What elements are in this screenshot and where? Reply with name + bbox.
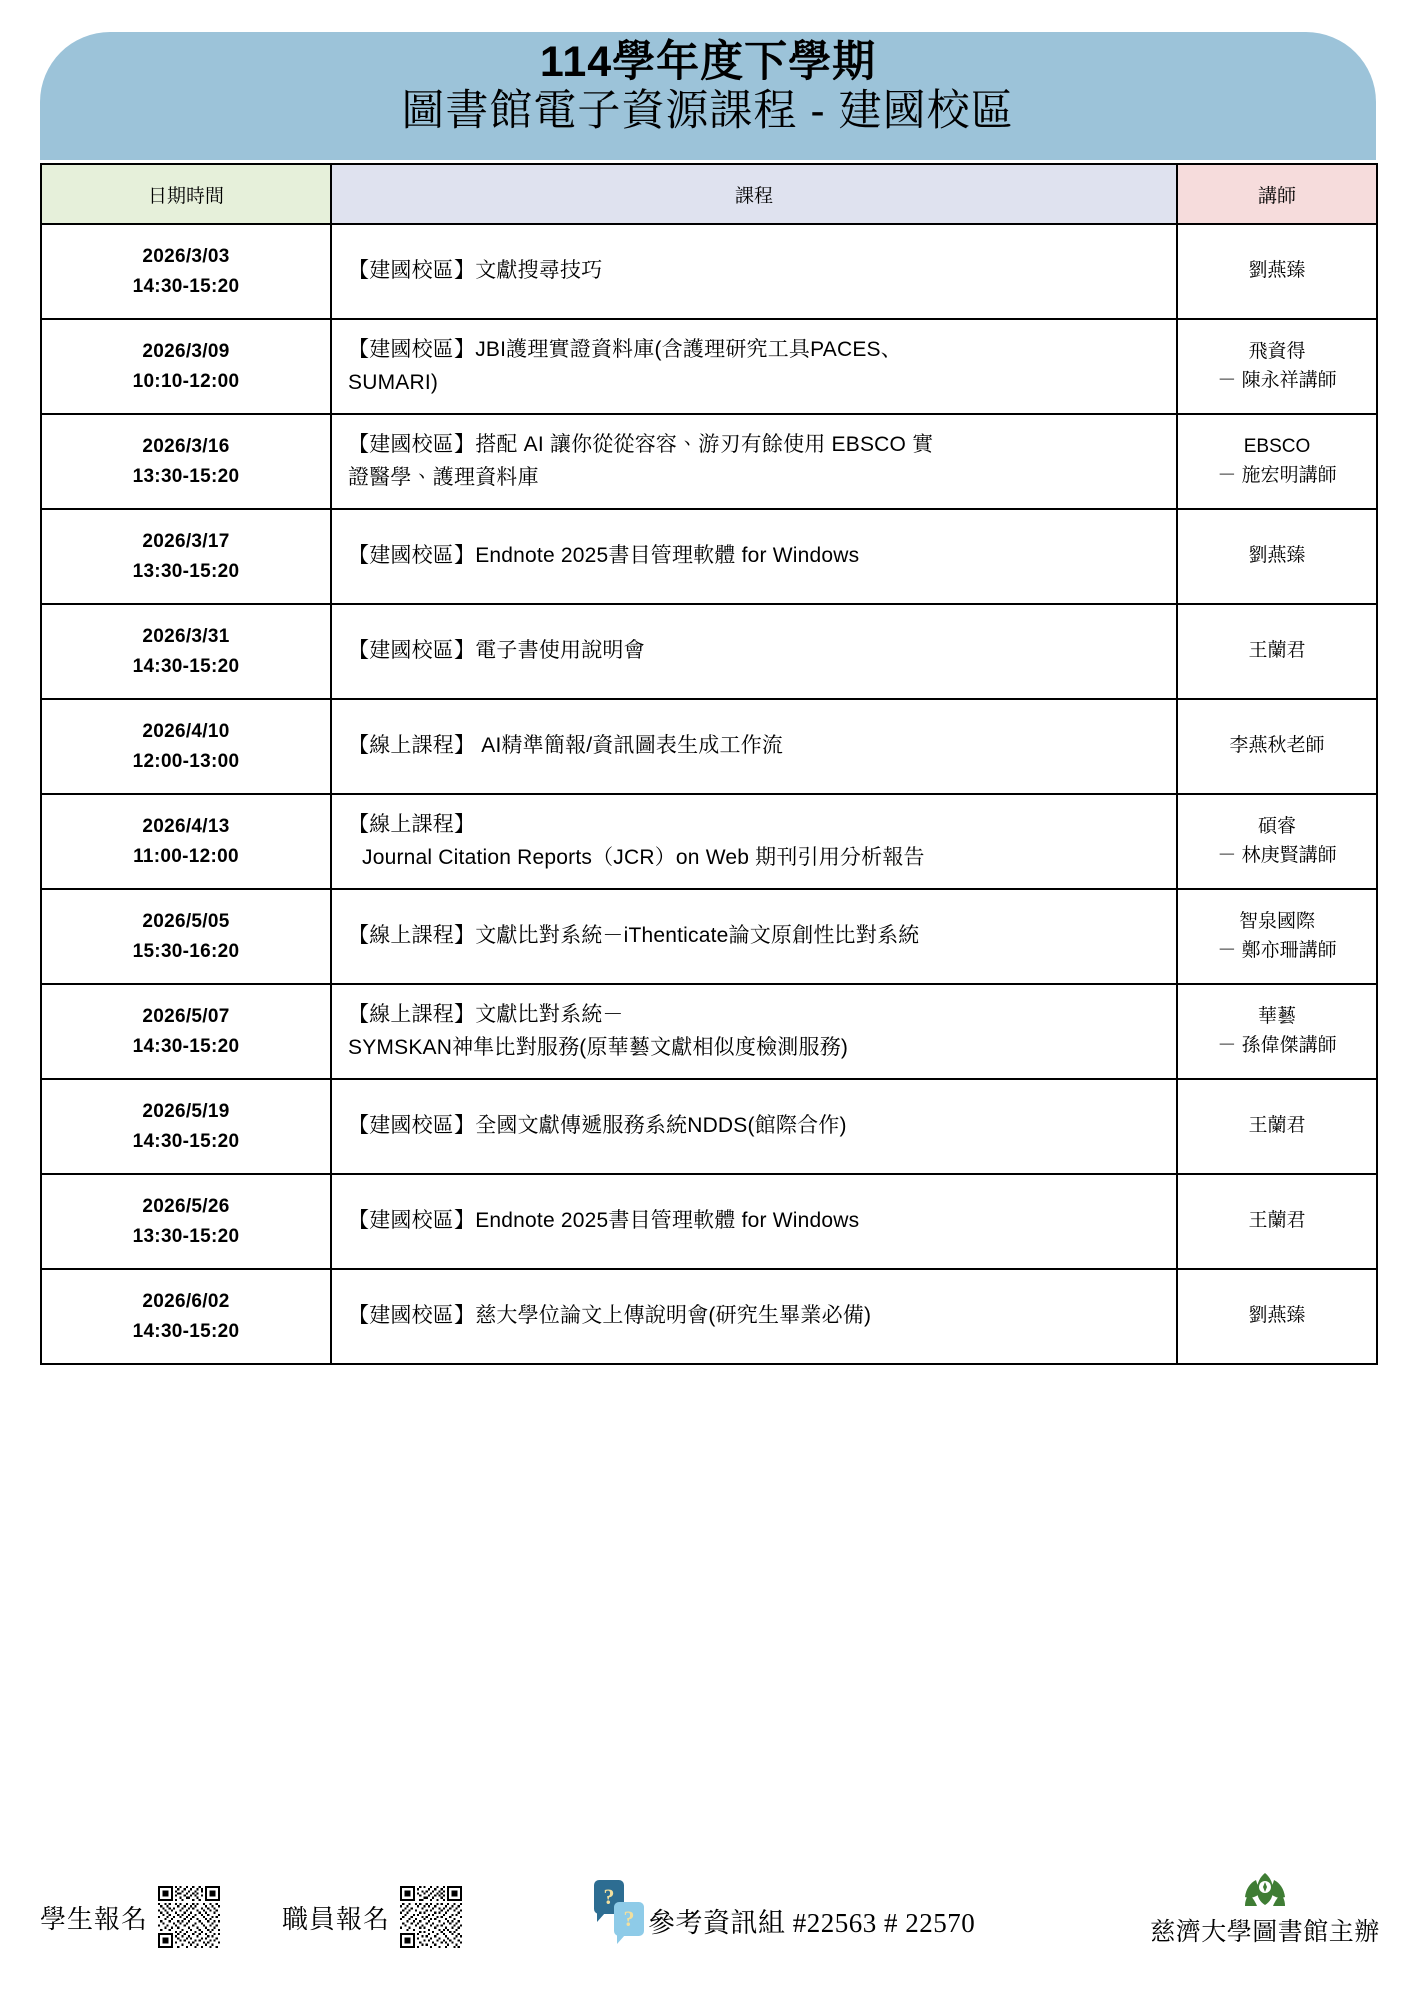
cell-course-title [331,414,1177,509]
course-date: 2026/5/19 [142,1101,230,1123]
reference-info-text: 參考資訊組 #22563 # 22570 [648,1908,976,1938]
course-date: 2026/5/26 [142,1196,230,1218]
column-header-instructor: 講師 [1177,164,1377,224]
organizer-group [1140,1870,1390,1948]
course-title-line-1: 【建國校區】Endnote 2025書目管理軟體 for Windows [348,544,860,568]
instructor-line-1: 華藝 [1257,1006,1296,1027]
table-row [41,794,1377,889]
course-title-line-1: 【線上課程】文獻比對系統－ [348,1002,624,1026]
table-row [41,509,1377,604]
student-qr-code-icon[interactable] [158,1886,220,1948]
cell-instructor [1177,889,1377,984]
cell-course-title [331,509,1177,604]
course-time: 13:30-15:20 [132,1225,240,1247]
staff-registration-label: 職員報名 [282,1903,391,1934]
instructor-line-2: － 施宏明講師 [1217,464,1337,486]
table-row [41,1174,1377,1269]
course-title-line-1: 【建國校區】Endnote 2025書目管理軟體 for Windows [348,1209,860,1233]
course-time: 11:00-12:00 [133,845,239,867]
course-title-line-2: 證醫學、護理資料庫 [348,465,539,489]
course-title-line-1: 【線上課程】 AI精準簡報/資訊圖表生成工作流 [348,734,784,758]
course-date: 2026/6/02 [142,1291,230,1313]
table-row [41,889,1377,984]
instructor-line-1: EBSCO [1243,436,1311,457]
instructor-line-2: － 林庚賢講師 [1217,844,1337,866]
course-date: 2026/5/05 [142,911,230,933]
reference-info-group [592,1880,975,1942]
course-title-line-2: SYMSKAN神隼比對服務(原華藝文獻相似度檢測服務) [348,1035,849,1059]
instructor-line-1: 飛資得 [1248,341,1306,362]
course-time: 10:10-12:00 [132,370,240,392]
course-time: 12:00-13:00 [132,750,240,772]
table-row [41,224,1377,319]
cell-course-title [331,889,1177,984]
question-speech-bubbles-icon [592,1880,654,1942]
cell-instructor [1177,1174,1377,1269]
cell-instructor [1177,319,1377,414]
cell-course-title [331,224,1177,319]
course-title-line-1: 【建國校區】文獻搜尋技巧 [348,259,603,283]
course-date: 2026/3/17 [142,531,230,553]
course-date: 2026/3/31 [142,626,230,648]
instructor-line-2: － 孫偉傑講師 [1217,1034,1337,1056]
cell-course-title [331,319,1177,414]
course-schedule-table [40,163,1378,1365]
banner-title-line-2: 圖書館電子資源課程 - 建國校區 [401,87,1015,136]
cell-date-time [41,1174,331,1269]
table-row [41,984,1377,1079]
instructor-line-1: 碩睿 [1257,816,1296,837]
cell-instructor [1177,699,1377,794]
course-title-line-1: 【建國校區】JBI護理實證資料庫(含護理研究工具PACES、 [348,337,902,361]
question-bubble-dark: ? [594,1880,624,1914]
table-row [41,1079,1377,1174]
instructor-line-1: 智泉國際 [1238,911,1315,932]
course-date: 2026/4/13 [142,816,230,838]
banner-title-line-1: 114學年度下學期 [539,38,877,86]
course-title-line-1: 【線上課程】 [348,812,476,836]
instructor-line-1: 王蘭君 [1248,1115,1306,1137]
instructor-line-1: 劉燕臻 [1248,260,1306,282]
instructor-line-1: 王蘭君 [1248,640,1306,662]
course-time: 14:30-15:20 [132,275,240,297]
instructor-line-1: 王蘭君 [1248,1210,1306,1232]
column-header-course: 課程 [331,164,1177,224]
page-footer [0,1848,1414,1998]
staff-qr-code-icon[interactable] [400,1886,462,1948]
student-registration-group[interactable] [40,1886,220,1948]
course-date: 2026/5/07 [142,1006,230,1028]
course-title-line-1: 【建國校區】搭配 AI 讓你從從容容、游刃有餘使用 EBSCO 實 [348,432,934,456]
course-date: 2026/3/16 [142,436,230,458]
course-time: 14:30-15:20 [132,655,240,677]
cell-date-time [41,889,331,984]
instructor-line-1: 劉燕臻 [1248,545,1306,567]
course-time: 14:30-15:20 [132,1035,240,1057]
student-registration-label: 學生報名 [40,1903,149,1934]
cell-course-title [331,1269,1177,1364]
course-title-line-1: 【建國校區】電子書使用說明會 [348,639,645,663]
course-time: 14:30-15:20 [132,1130,240,1152]
course-title-line-1: 【線上課程】文獻比對系統－iThenticate論文原創性比對系統 [348,924,920,948]
cell-course-title [331,984,1177,1079]
course-title-line-2: Journal Citation Reports（JCR）on Web 期刊引用分析報告 [362,845,925,869]
course-time: 15:30-16:20 [132,940,240,962]
cell-date-time [41,1079,331,1174]
instructor-line-1: 劉燕臻 [1248,1305,1306,1327]
organizer-text: 慈濟大學圖書館主辦 [1150,1918,1380,1946]
cell-date-time [41,699,331,794]
course-title-line-1: 【建國校區】全國文獻傳遞服務系統NDDS(館際合作) [348,1114,847,1138]
table-header-row [41,164,1377,224]
staff-registration-group[interactable] [282,1886,462,1948]
column-header-date: 日期時間 [41,164,331,224]
cell-course-title [331,794,1177,889]
table-row [41,414,1377,509]
instructor-line-2: － 陳永祥講師 [1217,369,1337,391]
course-date: 2026/3/09 [142,341,230,363]
question-bubble-light: ? [614,1902,644,1936]
page-header-banner [40,32,1376,160]
instructor-line-2: － 鄭亦珊講師 [1217,939,1337,961]
course-time: 13:30-15:20 [132,560,240,582]
cell-instructor [1177,984,1377,1079]
cell-date-time [41,984,331,1079]
course-time: 14:30-15:20 [132,1320,240,1342]
cell-instructor [1177,1269,1377,1364]
cell-date-time [41,509,331,604]
table-row [41,1269,1377,1364]
cell-instructor [1177,794,1377,889]
cell-instructor [1177,509,1377,604]
cell-instructor [1177,604,1377,699]
course-date: 2026/3/03 [142,246,230,268]
cell-date-time [41,794,331,889]
cell-course-title [331,1079,1177,1174]
cell-date-time [41,604,331,699]
cell-date-time [41,224,331,319]
cell-instructor [1177,414,1377,509]
cell-course-title [331,1174,1177,1269]
cell-date-time [41,319,331,414]
cell-course-title [331,699,1177,794]
cell-instructor [1177,224,1377,319]
table-row [41,699,1377,794]
cell-course-title [331,604,1177,699]
instructor-line-1: 李燕秋老師 [1229,735,1325,757]
schedule-table-container [40,163,1376,1365]
cell-date-time [41,414,331,509]
cell-instructor [1177,1079,1377,1174]
course-title-line-2: SUMARI) [348,370,439,394]
table-row [41,604,1377,699]
tzu-chi-lotus-logo [1243,1870,1287,1908]
cell-date-time [41,1269,331,1364]
table-row [41,319,1377,414]
course-title-line-1: 【建國校區】慈大學位論文上傳說明會(研究生畢業必備) [348,1304,872,1328]
course-time: 13:30-15:20 [132,465,240,487]
course-date: 2026/4/10 [142,721,230,743]
